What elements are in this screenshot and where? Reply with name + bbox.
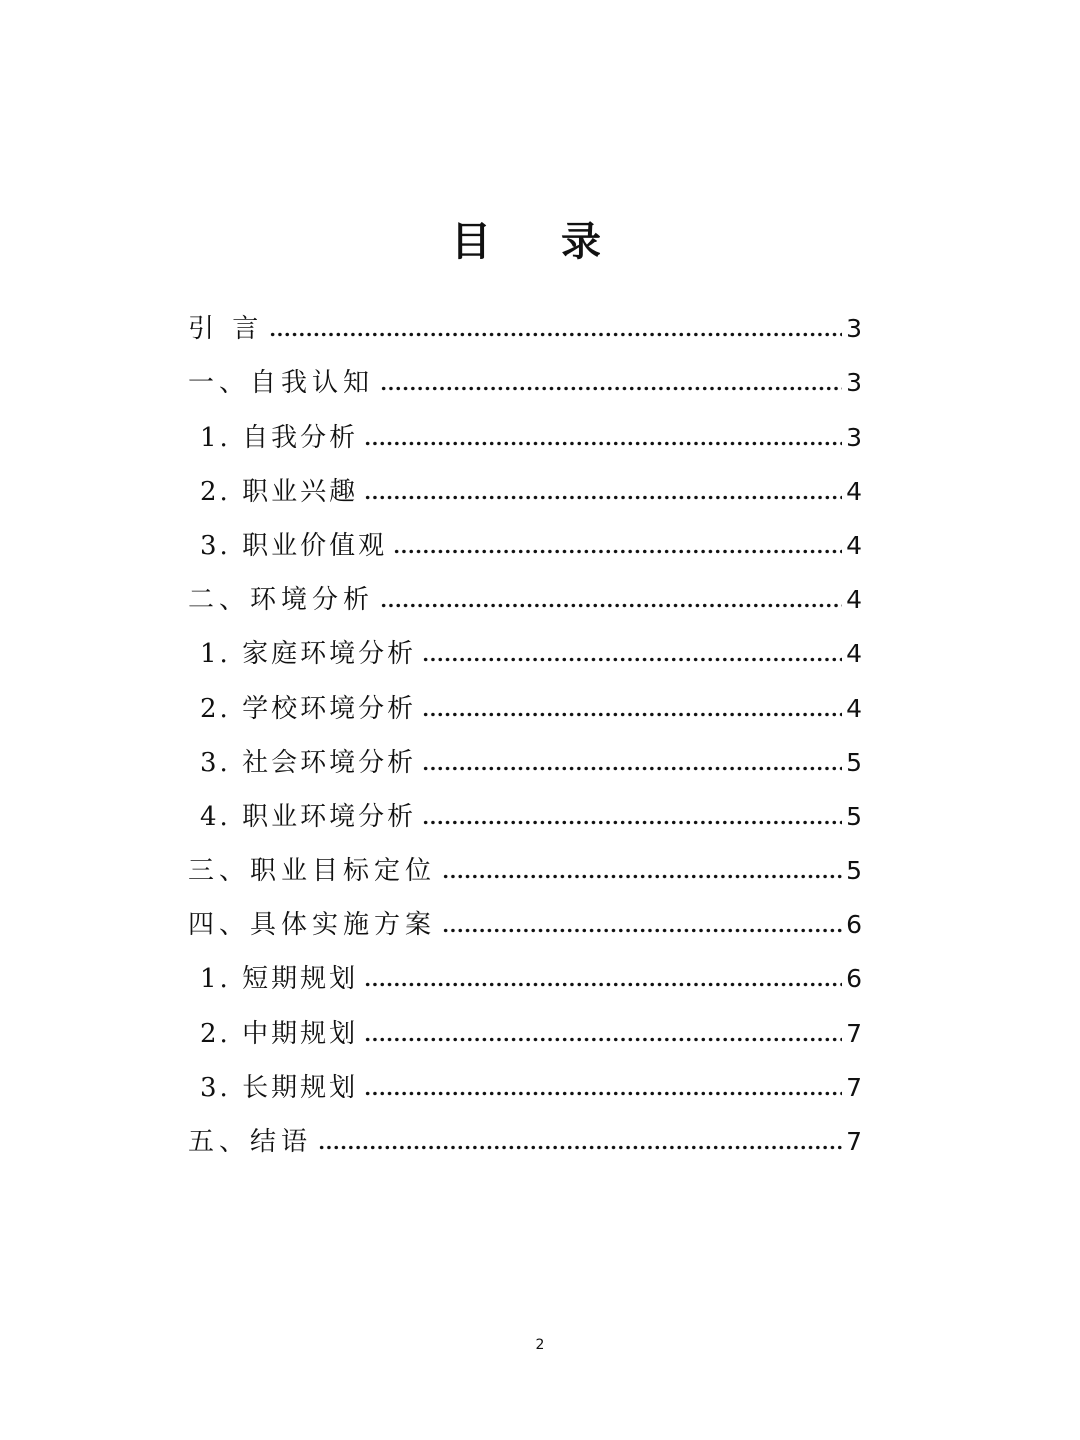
toc-entry-page: 3: [846, 368, 862, 398]
toc-leader-dots: [269, 314, 842, 344]
page-title: 目 录: [451, 219, 629, 265]
toc-leader-dots: [422, 802, 842, 832]
toc-entry-label: 四、具体实施方案: [188, 910, 437, 941]
toc-entry-page: 6: [846, 910, 862, 940]
toc-entry-introduction[interactable]: [188, 298, 862, 352]
toc-leader-dots: [380, 368, 842, 398]
toc-entry-career-environment[interactable]: [188, 786, 862, 840]
toc-entry-page: 7: [846, 1072, 862, 1102]
toc-entry-label: 五、结语: [188, 1127, 313, 1157]
toc-entry-self-awareness[interactable]: [188, 352, 862, 406]
toc-entry-career-interests[interactable]: [188, 461, 862, 515]
toc-entry-label: 2. 中期规划: [200, 1018, 359, 1049]
toc-entry-mid-term-plan[interactable]: [188, 1002, 862, 1056]
toc-entry-career-goal[interactable]: [188, 840, 862, 894]
toc-entry-environment-analysis[interactable]: [188, 569, 862, 623]
toc-entry-page: 5: [846, 856, 862, 886]
toc-entry-label: 二、环境分析: [188, 585, 375, 616]
toc-entry-label: 3. 社会环境分析: [200, 747, 417, 778]
toc-entry-page: 6: [846, 964, 862, 994]
toc-entry-label: 2. 职业兴趣: [200, 476, 359, 507]
toc-entry-page: 3: [846, 314, 862, 344]
toc-entry-short-term-plan[interactable]: [188, 948, 862, 1002]
toc-entry-page: 4: [846, 530, 862, 560]
toc-entry-page: 7: [846, 1018, 862, 1048]
toc-leader-dots: [380, 585, 842, 615]
toc-leader-dots: [318, 1127, 842, 1157]
toc-leader-dots: [393, 531, 842, 561]
toc-leader-dots: [442, 856, 842, 886]
toc-leader-dots: [422, 639, 842, 669]
toc-entry-label: 3. 职业价值观: [200, 530, 388, 561]
toc-entry-label: 一、自我认知: [188, 368, 375, 399]
toc-leader-dots: [364, 1019, 842, 1049]
toc-entry-self-analysis[interactable]: [188, 406, 862, 460]
toc-entry-school-environment[interactable]: [188, 677, 862, 731]
toc-entry-conclusion[interactable]: [188, 1111, 862, 1165]
toc-entry-label: 1. 家庭环境分析: [200, 639, 417, 670]
toc-entry-page: 3: [846, 422, 862, 452]
toc-entry-social-environment[interactable]: [188, 732, 862, 786]
toc-entry-label: 1. 短期规划: [200, 964, 359, 995]
toc-entry-long-term-plan[interactable]: [188, 1057, 862, 1111]
page-number: 2: [535, 1337, 545, 1353]
toc-entry-page: 4: [846, 639, 862, 669]
toc-leader-dots: [364, 964, 842, 994]
toc-entry-label: 2. 学校环境分析: [200, 693, 417, 724]
toc-leader-dots: [364, 1073, 842, 1103]
toc-entry-implementation-plan[interactable]: [188, 894, 862, 948]
toc-entry-page: 5: [846, 747, 862, 777]
toc-entry-page: 4: [846, 476, 862, 506]
toc-entry-label: 3. 长期规划: [200, 1072, 359, 1103]
toc-entry-career-values[interactable]: [188, 515, 862, 569]
toc-entry-label: 三、职业目标定位: [188, 856, 437, 887]
toc-entry-page: 5: [846, 801, 862, 831]
toc-leader-dots: [422, 748, 842, 778]
toc-leader-dots: [364, 477, 842, 507]
toc-entry-page: 4: [846, 585, 862, 615]
toc-entry-label: 引 言: [188, 314, 264, 345]
toc-leader-dots: [422, 694, 842, 724]
toc-entry-label: 4. 职业环境分析: [200, 801, 417, 832]
toc-entry-family-environment[interactable]: [188, 623, 862, 677]
toc-leader-dots: [442, 910, 842, 940]
toc-leader-dots: [364, 423, 842, 453]
toc-entry-page: 4: [846, 693, 862, 723]
table-of-contents: [188, 298, 862, 1165]
toc-entry-label: 1. 自我分析: [200, 422, 359, 453]
toc-entry-page: 7: [846, 1127, 862, 1156]
